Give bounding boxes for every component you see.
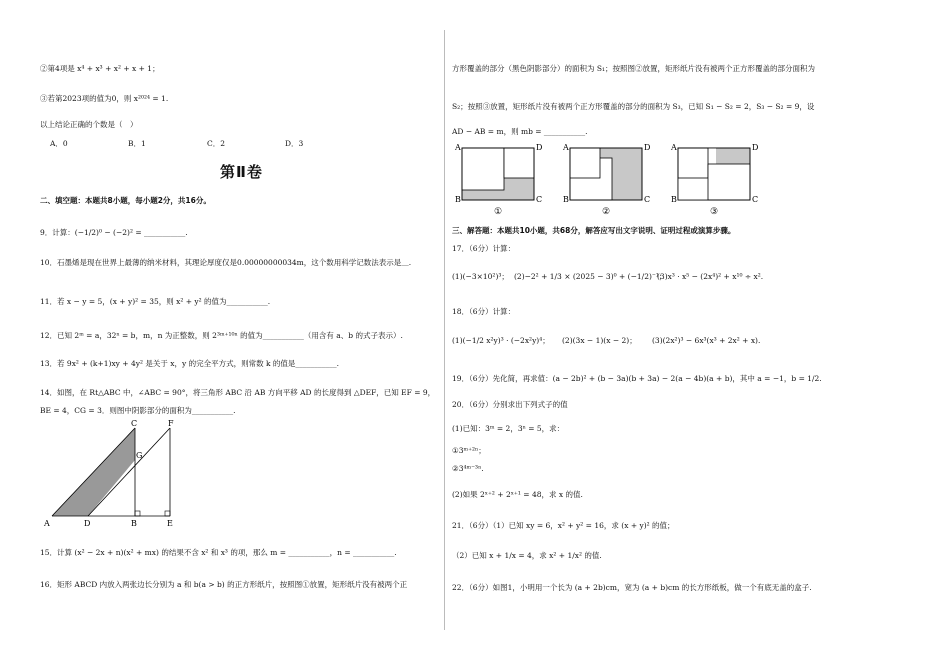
svg-text:A: A (671, 143, 677, 152)
q14-line2: BE = 4，CG = 3．则图中阴影部分的面积为___________. (40, 406, 236, 415)
q17-part2: (2)−2² + 1/3 × (2025 − 3)⁰ + (−1/2)⁻¹； (514, 272, 667, 281)
q20-1a: ①3ᵐ⁺²ⁿ； (452, 446, 486, 455)
q16-cont1: 方形覆盖的部分（黑色阴影部分）的面积为 S₁；按照图②放置，矩形纸片没有被两个正方形覆盖的部分面积为 (452, 64, 816, 73)
q9: 9．计算：(−1/2)⁰ − (−2)² = ___________. (40, 228, 188, 237)
q18-part3: (3)(2x²)³ − 6x³(x³ + 2x² + x). (652, 336, 761, 345)
svg-text:B: B (455, 195, 461, 204)
q14-line1: 14．如图，在 Rt△ABC 中，∠ABC = 90°，将三角形 ABC 沿 AB 方向平移 AD 的长度得到 △DEF，已知 EF = 9， (40, 388, 436, 397)
q18-part1: (1)(−1/2 x²y)³ · (−2x²y)⁴； (452, 336, 550, 345)
fill-heading: 二、填空题：本题共8小题，每小题2分，共16分。 (40, 196, 211, 205)
part2-title: 第Ⅱ卷 (220, 163, 263, 181)
svg-text:D: D (644, 143, 651, 152)
left-column (40, 0, 435, 672)
caption-1: ① (494, 207, 503, 217)
label-b: B (131, 519, 137, 528)
svg-text:D: D (752, 143, 759, 152)
q12: 12．已知 2ᵐ = a，32ⁿ = b，m，n 为正整数，则 2³ᵐ⁺¹⁰ⁿ 的值为___________（用含有 a、b 的式子表示）. (40, 331, 403, 340)
figure-3 (670, 143, 758, 217)
q10: 10．石墨烯是现在世界上最薄的纳米材料，其理论厚度仅是0.00000000034m，这个数用科学记数法表示是＿. (40, 258, 412, 267)
svg-text:D: D (536, 143, 543, 152)
label-c: C (131, 419, 138, 428)
q8-question: 以上结论正确的个数是（ ） (40, 120, 138, 129)
q8-option-a: A．0 (50, 139, 68, 148)
q18: 18．（6分）计算： (452, 307, 516, 316)
svg-text:C: C (536, 195, 543, 204)
svg-text:B: B (563, 195, 569, 204)
svg-text:B: B (671, 195, 677, 204)
column-divider (444, 30, 445, 630)
q8-option-c: C．2 (207, 139, 226, 148)
q13: 13．若 9x² + (k+1)xy + 4y² 是关于 x，y 的完全平方式，则常数 k 的值是___________. (40, 359, 340, 368)
q20-1: (1)已知：3ᵐ = 2，3ⁿ = 5，求： (452, 424, 565, 433)
solve-heading: 三、解答题：本题共10小题，共68分，解答应写出文字说明、证明过程或演算步骤。 (452, 226, 736, 235)
q8-item3: ③若第2023项的值为0，则 x²⁰²⁴ = 1. (40, 94, 169, 103)
right-column (452, 0, 892, 672)
q20: 20．（6分）分别求出下列式子的值 (452, 400, 568, 409)
q16-cont3: AD − AB = m，则 mb = ___________. (452, 127, 588, 136)
q8-option-d: D．3 (285, 139, 304, 148)
q17: 17．（6分）计算： (452, 244, 516, 253)
figure-1 (454, 143, 542, 217)
q17-part3: (3)x³ · x⁵ − (2x⁴)² + x¹⁰ ÷ x². (657, 272, 764, 281)
q15: 15．计算 (x² − 2x + n)(x² + mx) 的结果不含 x² 和 x³ 的项，那么 m = ___________，n = ___________. (40, 548, 397, 557)
q21: 21．（6分）（1）已知 xy = 6，x² + y² = 16，求 (x + y)² 的值； (452, 521, 675, 530)
caption-2: ② (602, 207, 611, 217)
q21-2: （2）已知 x + 1/x = 4，求 x² + 1/x² 的值. (452, 551, 602, 560)
label-g: G (136, 451, 143, 460)
label-e: E (167, 519, 173, 528)
q22: 22．（6分）如图1，小明用一个长为 (a + 2b)cm，宽为 (a + b)cm 的长方形纸板，做一个有底无盖的盒子. (452, 583, 812, 592)
q8-item2: ②第4项是 x⁴ + x³ + x² + x + 1； (40, 64, 160, 73)
svg-text:C: C (752, 195, 759, 204)
svg-text:A: A (455, 143, 461, 152)
q20-1b: ②3⁴ᵐ⁻³ⁿ. (452, 464, 484, 473)
q18-part2: (2)(3x − 1)(x − 2)； (562, 336, 637, 345)
q17-part1: (1)(−3×10²)³； (452, 272, 509, 281)
q19: 19．（6分）先化简，再求值：(a − 2b)² + (b − 3a)(b + 3a) − 2(a − 4b)(a + b)，其中 a = −1，b = 1/2. (452, 374, 822, 383)
label-f: F (168, 419, 174, 428)
svg-text:C: C (644, 195, 651, 204)
q16-cont2: S₂；按照③放置，矩形纸片没有被两个正方形覆盖的部分的面积为 S₃，已知 S₁ − S₂ = 2，S₃ − S₂ = 9，设 (452, 102, 815, 111)
caption-3: ③ (710, 207, 719, 217)
q20-2: (2)如果 2ˣ⁺² + 2ˣ⁺¹ = 48，求 x 的值. (452, 490, 583, 499)
q11: 11．若 x − y = 5，(x + y)² = 35，则 x² + y² 的值为___________. (40, 297, 271, 306)
label-a: A (44, 519, 50, 528)
label-d: D (84, 519, 91, 528)
q14-figure (40, 418, 200, 530)
svg-text:A: A (563, 143, 569, 152)
q8-option-b: B．1 (128, 139, 146, 148)
q16-figures (452, 140, 759, 220)
figure-2 (562, 143, 650, 217)
q16: 16．矩形 ABCD 内放入两张边长分别为 a 和 b(a > b) 的正方形纸片，按照图①放置，矩形纸片没有被两个正 (40, 580, 408, 589)
